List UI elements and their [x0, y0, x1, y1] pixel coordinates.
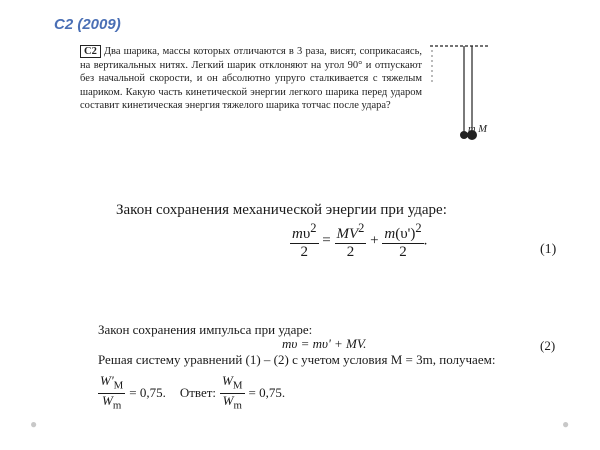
decorative-dot-left: ● [30, 417, 38, 431]
answer-value: = 0,75. [248, 385, 286, 400]
solve-text: Решая систему уравнений (1) – (2) с учетом условия M = 3m, получаем: [98, 352, 496, 367]
decorative-dot-right: ● [562, 417, 570, 431]
momentum-conservation-section [96, 318, 566, 426]
energy-law-heading: Закон сохранения механической энергии при ударе: [116, 202, 447, 218]
problem-text [80, 45, 422, 113]
problem-badge: C2 [80, 45, 101, 58]
answer-label: Ответ: [179, 385, 217, 400]
pendulum-figure [426, 42, 492, 160]
momentum-equation: mυ = mυ' + MV. [282, 336, 367, 351]
answer-fraction: $\frac{W_M}{W_m}$ [222, 373, 243, 412]
energy-ratio-fraction: $\frac{W'_M}{W_m}$ [100, 373, 124, 412]
problem-scan [70, 38, 496, 164]
result-row [98, 374, 285, 412]
equation-number-2: (2) [540, 338, 556, 353]
slide-title: C2 (2009) [54, 16, 121, 33]
problem-statement: Два шарика, массы которых отличаются в 3 раза, висят, соприкасаясь, на вертикальных нитях. Легкий шарик отклоняют на угол 90° и отпускают без начальной скорости, и он абсолютно упруго сталкивается с тяжелым шариком. Какую часть кинетической энергии легкого шарика перед ударом составит кинетическая энергия тяжелого шарика тотчас после удара? [80, 46, 422, 112]
equation-number-1: (1) [540, 242, 557, 257]
result-value: = 0,75. [129, 385, 166, 400]
energy-conservation-section [98, 196, 564, 288]
figure-label: m M [468, 124, 487, 135]
momentum-law-heading: Закон сохранения импульса при ударе: [98, 322, 313, 337]
energy-equation: $\frac{m\upsilon^2}{2}$ = $\frac{MV^2}{2}$ + $\frac{m(\upsilon')^2}{2}$ . [292, 221, 428, 260]
